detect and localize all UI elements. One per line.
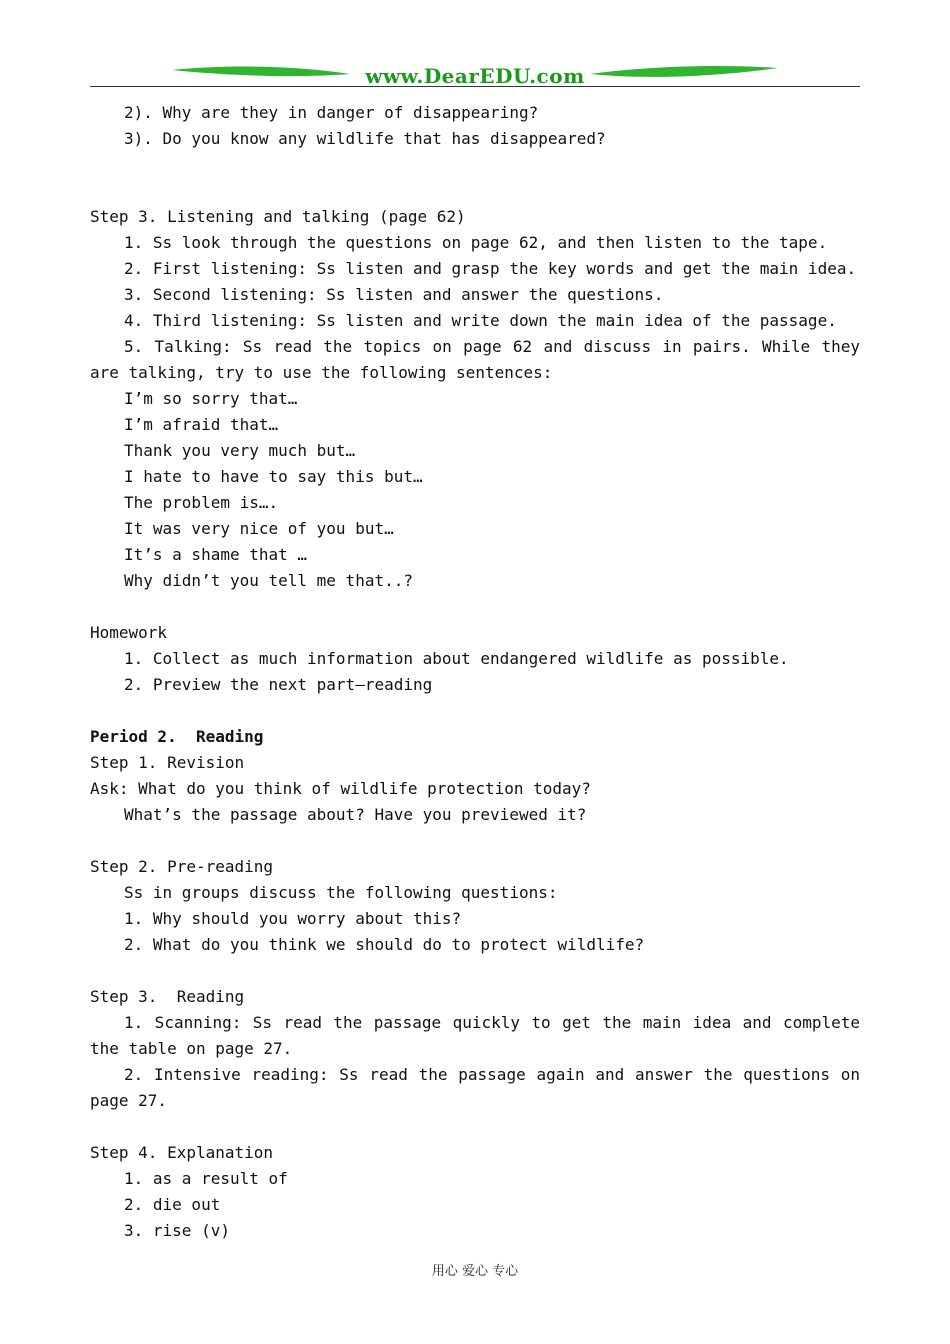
text-line: page 27. — [90, 1091, 168, 1110]
text-line: I’m afraid that… — [124, 415, 279, 434]
text-line: 2). Why are they in danger of disappearing? — [124, 103, 539, 122]
text-line: 1. Scanning: Ss read the passage quickly to get the main idea and complete — [124, 1013, 860, 1032]
section-heading: Homework — [90, 623, 168, 642]
text-line: 3. rise (v) — [124, 1221, 230, 1240]
text-line: 3. Second listening: Ss listen and answer the questions. — [124, 285, 664, 304]
text-line: 5. Talking: Ss read the topics on page 62 and discuss in pairs. While they — [124, 337, 860, 356]
text-line: Ss in groups discuss the following questions: — [124, 883, 558, 902]
text-line: 1. Ss look through the questions on page 62, and then listen to the tape. — [124, 233, 828, 252]
text-line: Why didn’t you tell me that..? — [124, 571, 413, 590]
text-line: are talking, try to use the following sentences: — [90, 363, 553, 382]
page-footer: 用心 爱心 专心 — [431, 1264, 519, 1279]
text-line: It was very nice of you but… — [124, 519, 394, 538]
header-site-name: www.DearEDU.com — [365, 64, 585, 88]
text-line: 2. die out — [124, 1195, 221, 1214]
text-line: Ask: What do you think of wildlife protection today? — [90, 779, 591, 798]
section-heading: Step 1. Revision — [90, 753, 245, 772]
document-body — [90, 100, 860, 1244]
text-line: I hate to have to say this but… — [124, 467, 423, 486]
section-heading: Step 4. Explanation — [90, 1143, 274, 1162]
text-line: It’s a shame that … — [124, 545, 308, 564]
text-line: 2. Intensive reading: Ss read the passage again and answer the questions on — [124, 1065, 860, 1084]
text-line: 1. as a result of — [124, 1169, 288, 1188]
text-line: 2. What do you think we should do to protect wildlife? — [124, 935, 645, 954]
text-line: the table on page 27. — [90, 1039, 293, 1058]
text-line: I’m so sorry that… — [124, 389, 298, 408]
text-line: 4. Third listening: Ss listen and write down the main idea of the passage. — [124, 311, 837, 330]
text-line: 2. First listening: Ss listen and grasp the key words and get the main idea. — [124, 259, 857, 278]
header-rule — [90, 86, 860, 87]
text-line: The problem is…. — [124, 493, 279, 512]
section-heading: Step 3. Reading — [90, 987, 245, 1006]
text-line: 1. Why should you worry about this? — [124, 909, 462, 928]
period-heading: Period 2. Reading — [90, 727, 264, 746]
section-heading: Step 2. Pre-reading — [90, 857, 274, 876]
text-line: 1. Collect as much information about endangered wildlife as possible. — [124, 649, 789, 668]
text-line: 2. Preview the next part—reading — [124, 675, 433, 694]
page-header — [90, 62, 860, 90]
text-line: 3). Do you know any wildlife that has disappeared? — [124, 129, 606, 148]
section-heading: Step 3. Listening and talking (page 62) — [90, 207, 466, 226]
text-line: What’s the passage about? Have you previewed it? — [124, 805, 587, 824]
text-line: Thank you very much but… — [124, 441, 356, 460]
